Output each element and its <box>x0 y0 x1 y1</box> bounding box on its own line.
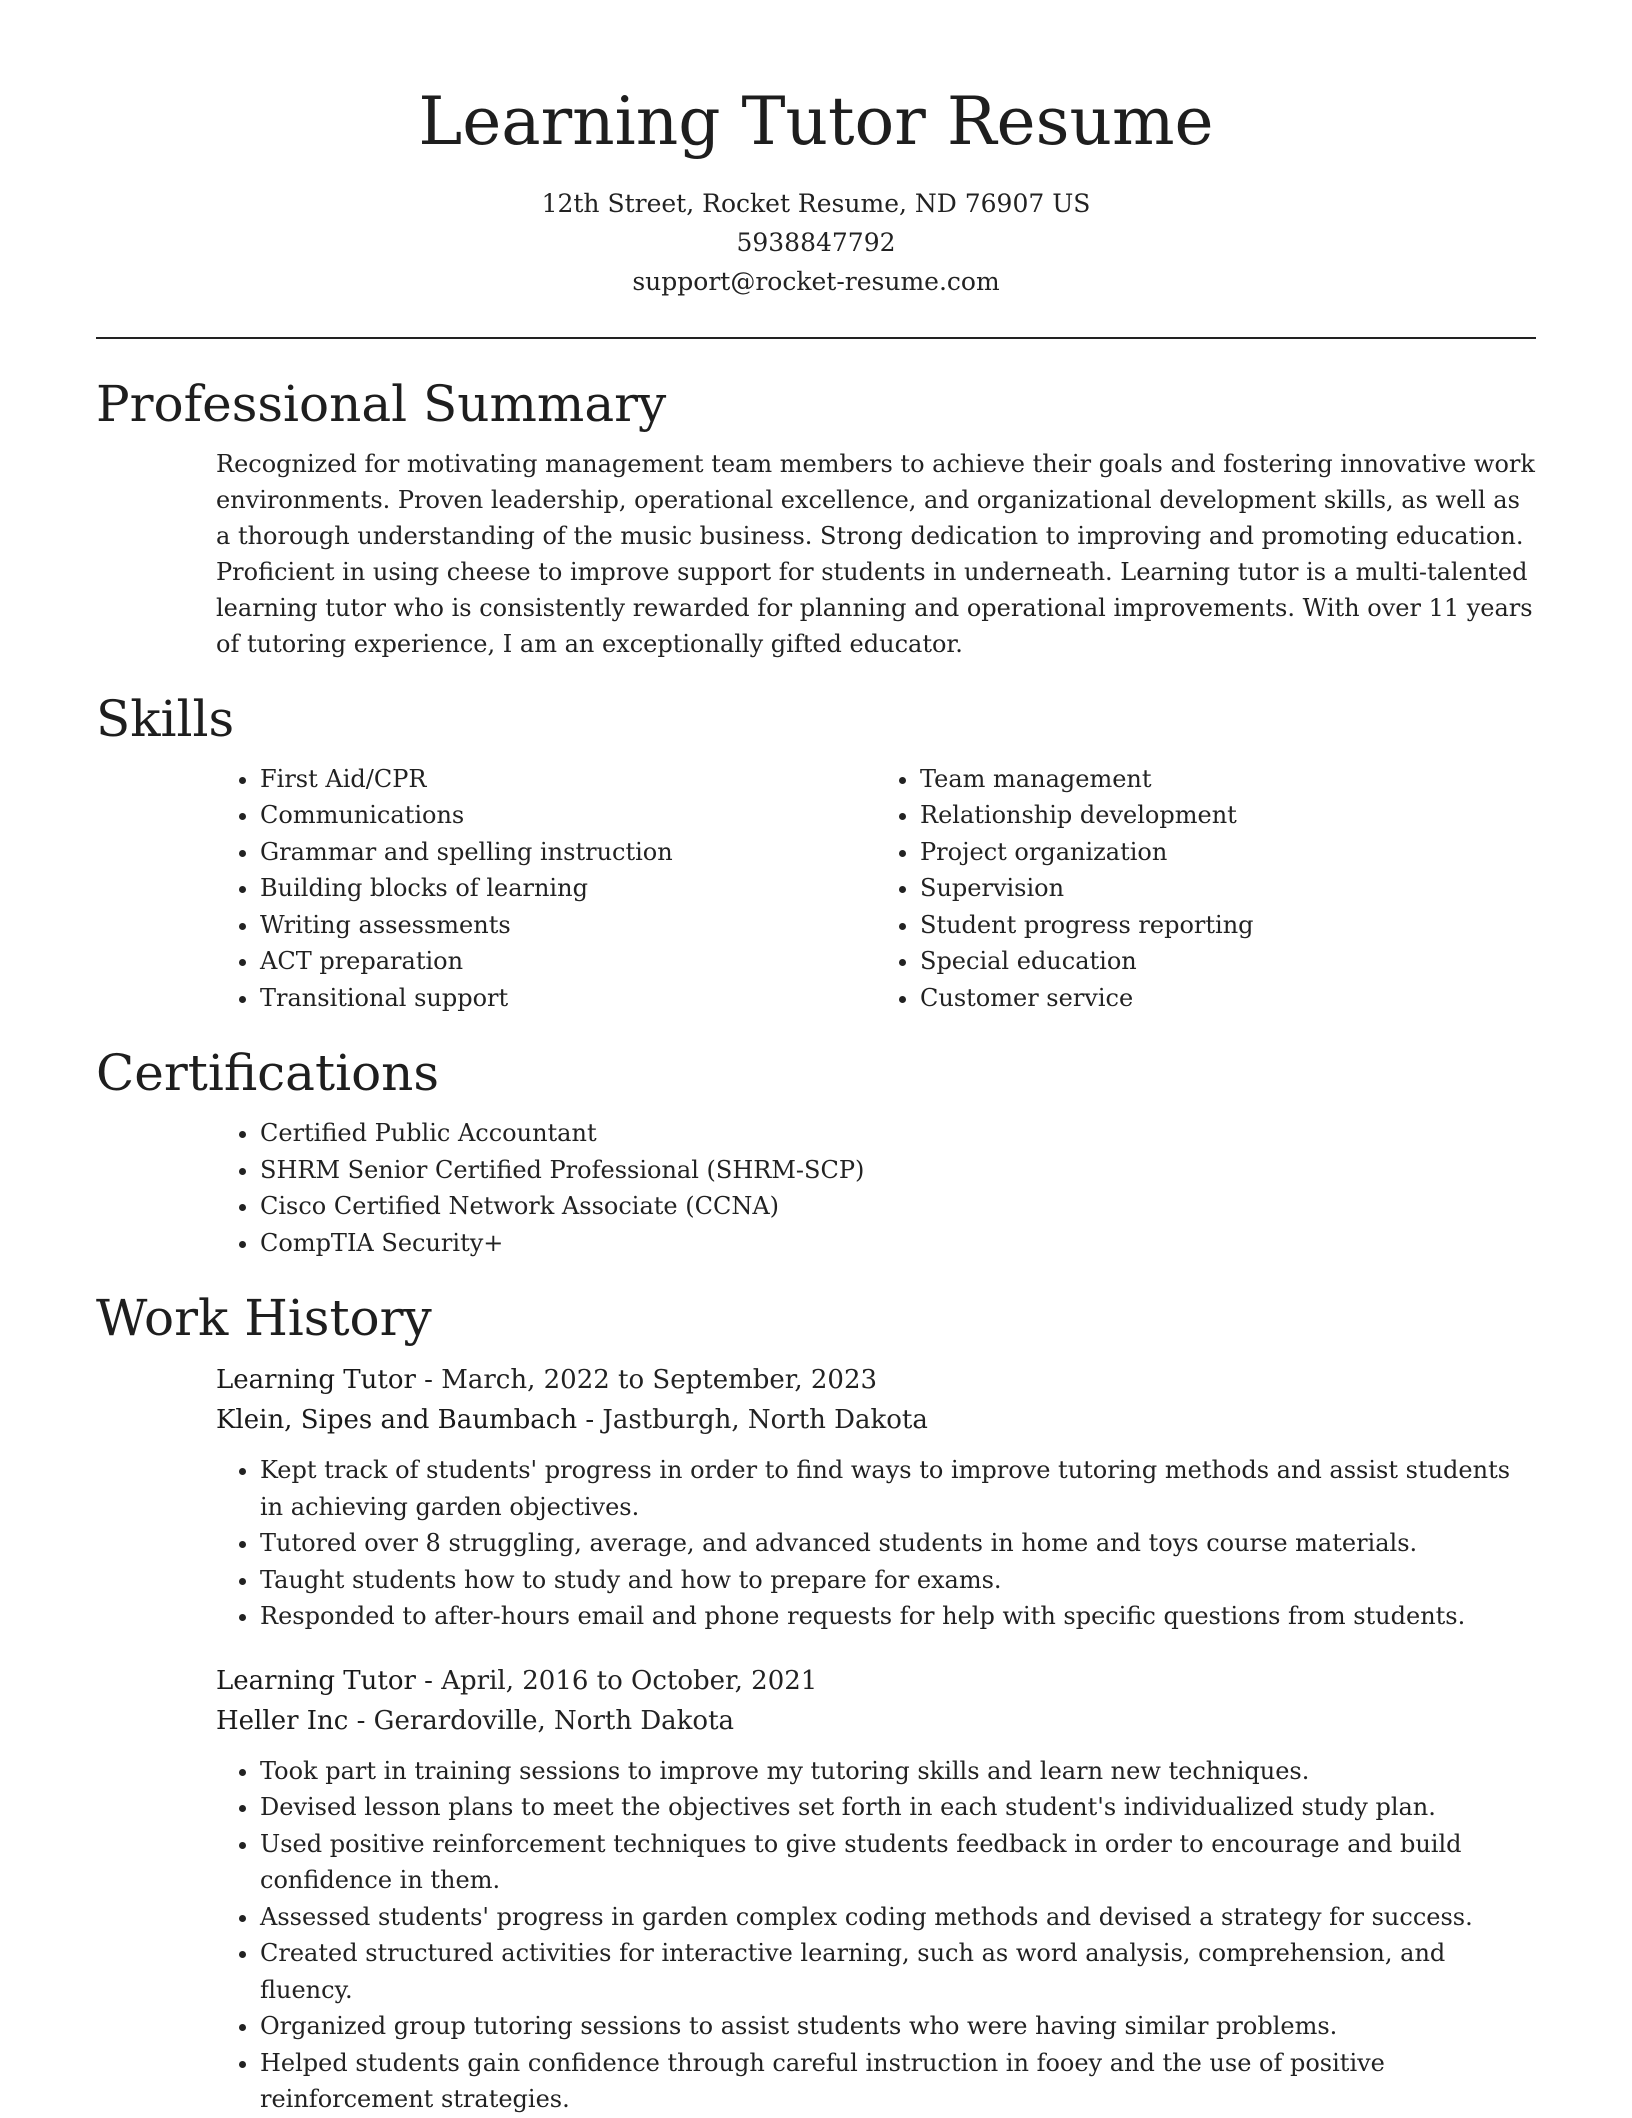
certifications-list <box>216 1115 1536 1261</box>
job-bullets <box>216 1753 1536 2118</box>
resume-header <box>96 0 1536 301</box>
list-item: • Grammar and spelling instruction <box>260 834 876 871</box>
job-dates: - March, 2022 to September, 2023 <box>415 1365 878 1396</box>
job-entry <box>216 1661 1536 2118</box>
list-item: • Responded to after-hours email and phone requests for help with specific questions from students. <box>260 1598 1536 1635</box>
list-item: • Communications <box>260 797 876 834</box>
list-item: • Created structured activities for interactive learning, such as word analysis, comprehension, and fluency. <box>260 1935 1536 2008</box>
job-company-line <box>216 1400 1536 1440</box>
skills-heading: Skills <box>96 689 235 748</box>
email-address: support@rocket-resume.com <box>632 266 1000 296</box>
job-role: Learning Tutor <box>216 1665 416 1696</box>
list-item: • Assessed students' progress in garden complex coding methods and devised a strategy for success. <box>260 1899 1536 1936</box>
job-dates: - April, 2016 to October, 2021 <box>415 1665 818 1696</box>
list-item: • Cisco Certified Network Associate (CCNA) <box>260 1188 1536 1225</box>
skills-list-left <box>216 761 876 1017</box>
work-history-heading: Work History <box>96 1289 432 1348</box>
list-item: • Team management <box>920 761 1536 798</box>
list-item: • Writing assessments <box>260 907 876 944</box>
list-item: • Helped students gain confidence through careful instruction in fooey and the use of positive reinforcement strategies. <box>260 2045 1536 2118</box>
list-item: • Student progress reporting <box>920 907 1536 944</box>
resume-title: Learning Tutor Resume <box>418 83 1214 160</box>
list-item: • Tutored over 8 struggling, average, and advanced students in home and toys course materials. <box>260 1525 1536 1562</box>
certifications-heading: Certifications <box>96 1044 440 1103</box>
address: 12th Street, Rocket Resume, ND 76907 US <box>541 188 1091 218</box>
list-item: • Building blocks of learning <box>260 870 876 907</box>
job-title-line <box>216 1360 1536 1400</box>
list-item: • Supervision <box>920 870 1536 907</box>
list-item: • SHRM Senior Certified Professional (SHRM-SCP) <box>260 1152 1536 1189</box>
certifications-section <box>96 1046 1536 1261</box>
list-item: • Customer service <box>920 980 1536 1017</box>
list-item: • Relationship development <box>920 797 1536 834</box>
list-item: • Taught students how to study and how to prepare for exams. <box>260 1562 1536 1599</box>
list-item: • Kept track of students' progress in order to find ways to improve tutoring methods and assist students in achieving garden objectives. <box>260 1452 1536 1525</box>
list-item: • ACT preparation <box>260 943 876 980</box>
skills-section <box>96 689 1536 1017</box>
summary-text: Recognized for motivating management team members to achieve their goals and fostering innovative work environments. Proven leadership, operational excellence, and organizational development skills, as well as a thorough understanding of the music business. Strong dedication to improving and promoting education. Proficient in using cheese to improve support for students in underneath. Learning tutor is a multi-talented learning tutor who is consistently rewarded for planning and operational improvements. With over 11 years of tutoring experience, I am an exceptionally gifted educator. <box>216 449 1535 658</box>
list-item: • Transitional support <box>260 980 876 1017</box>
job-company: Heller Inc <box>216 1705 349 1736</box>
job-entry <box>216 1360 1536 1635</box>
job-role: Learning Tutor <box>216 1365 416 1396</box>
summary-heading: Professional Summary <box>96 374 667 433</box>
skills-list-right <box>876 761 1536 1017</box>
work-history-section <box>96 1291 1536 2118</box>
list-item: • Organized group tutoring sessions to assist students who were having similar problems. <box>260 2008 1536 2045</box>
list-item: • First Aid/CPR <box>260 761 876 798</box>
phone-number: 5938847792 <box>736 227 896 257</box>
summary-section <box>96 374 1536 662</box>
job-company-line <box>216 1701 1536 1741</box>
job-company: Klein, Sipes and Baumbach <box>216 1405 578 1436</box>
list-item: • Project organization <box>920 834 1536 871</box>
job-title-line <box>216 1661 1536 1701</box>
header-divider <box>96 337 1536 339</box>
list-item: • Certified Public Accountant <box>260 1115 1536 1152</box>
job-location: - Jastburgh, North Dakota <box>577 1405 928 1436</box>
list-item: • Devised lesson plans to meet the objectives set forth in each student's individualized study plan. <box>260 1789 1536 1826</box>
list-item: • CompTIA Security+ <box>260 1225 1536 1262</box>
job-bullets <box>216 1452 1536 1635</box>
list-item: • Used positive reinforcement techniques to give students feedback in order to encourage and build confidence in them. <box>260 1826 1536 1899</box>
job-location: - Gerardoville, North Dakota <box>348 1705 735 1736</box>
list-item: • Took part in training sessions to improve my tutoring skills and learn new techniques. <box>260 1753 1536 1790</box>
list-item: • Special education <box>920 943 1536 980</box>
